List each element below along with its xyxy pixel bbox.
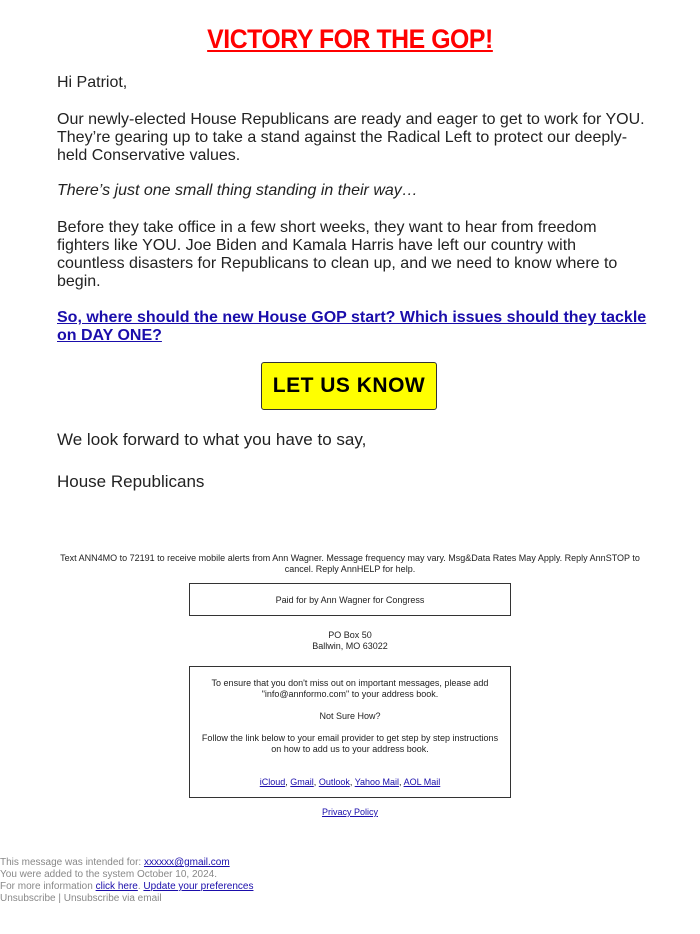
closing-line: We look forward to what you have to say, [57,430,367,449]
more-info-prefix: For more information [0,881,96,892]
unsubscribe-email-link[interactable]: Unsubscribe via email [63,893,162,904]
paragraph-intro: Our newly-elected House Republicans are ready and eager to get to work for YOU. They’re gearing up to take a stand against the Radical Left to protect our deeply-held Conservative values. [57,111,645,164]
paid-for-box [189,583,511,616]
footer-added: You were added to the system October 10, 2024. [0,869,217,880]
sms-disclaimer: Text ANN4MO to 72191 to receive mobile alerts from Ann Wagner. Message frequency may vary. Msg&Data Rates May Apply. Reply AnnSTOP to cancel. Reply AnnHELP for help. [60,553,640,574]
intended-email-link[interactable]: xxxxxx@gmail.com [143,857,230,868]
footer-unsubscribe [0,893,450,905]
provider-links: iCloud, Gmail, Outlook, Yahoo Mail, AOL Mail [259,777,441,787]
let-us-know-button[interactable]: LET US KNOW [261,362,437,410]
paragraph-request: Before they take office in a few short weeks, they want to hear from freedom fighters like YOU. Joe Biden and Kamala Harris have left our country with countless disasters for Republicans to clean up, and we need to know where to begin. [57,219,618,290]
address-line-2: Ballwin, MO 63022 [312,641,388,651]
footer [0,857,450,905]
paid-for-text: Paid for by Ann Wagner for Congress [275,594,425,605]
address-line-1: PO Box 50 [328,630,372,640]
update-preferences-link[interactable]: Update your preferences [143,881,254,892]
follow-text: Follow the link below to your email provider to get step by step instructions on how to add us to your address book. [201,733,499,754]
footer-more-info: For more information click here. Update your preferences [0,881,254,892]
ensure-text: To ensure that you don't miss out on important messages, please add "info@annformo.com" to your address book. [211,678,489,699]
privacy-policy-link[interactable]: Privacy Policy [321,807,378,817]
survey-link[interactable]: So, where should the new House GOP start? Which issues should they tackle on DAY ONE? [57,309,647,344]
unsubscribe-separator: | [55,893,64,904]
provider-link-aol[interactable]: AOL Mail [403,777,441,787]
provider-link-icloud[interactable]: iCloud [259,777,286,787]
intended-prefix: This message was intended for: [0,857,144,868]
not-sure-text: Not Sure How? [319,711,381,721]
click-here-link[interactable]: click here [95,881,138,892]
provider-link-outlook[interactable]: Outlook [318,777,350,787]
email-title: VICTORY FOR THE GOP! [207,24,493,54]
signature: House Republicans [57,472,205,491]
greeting: Hi Patriot, [57,74,128,91]
address-book-box [189,666,511,798]
provider-link-gmail[interactable]: Gmail [290,777,314,787]
provider-link-yahoo[interactable]: Yahoo Mail [354,777,400,787]
paragraph-italic: There’s just one small thing standing in their way… [57,182,418,199]
footer-intended [0,857,450,869]
unsubscribe-link[interactable]: Unsubscribe [0,893,56,904]
privacy-row [0,807,700,817]
mailing-address [0,630,700,652]
